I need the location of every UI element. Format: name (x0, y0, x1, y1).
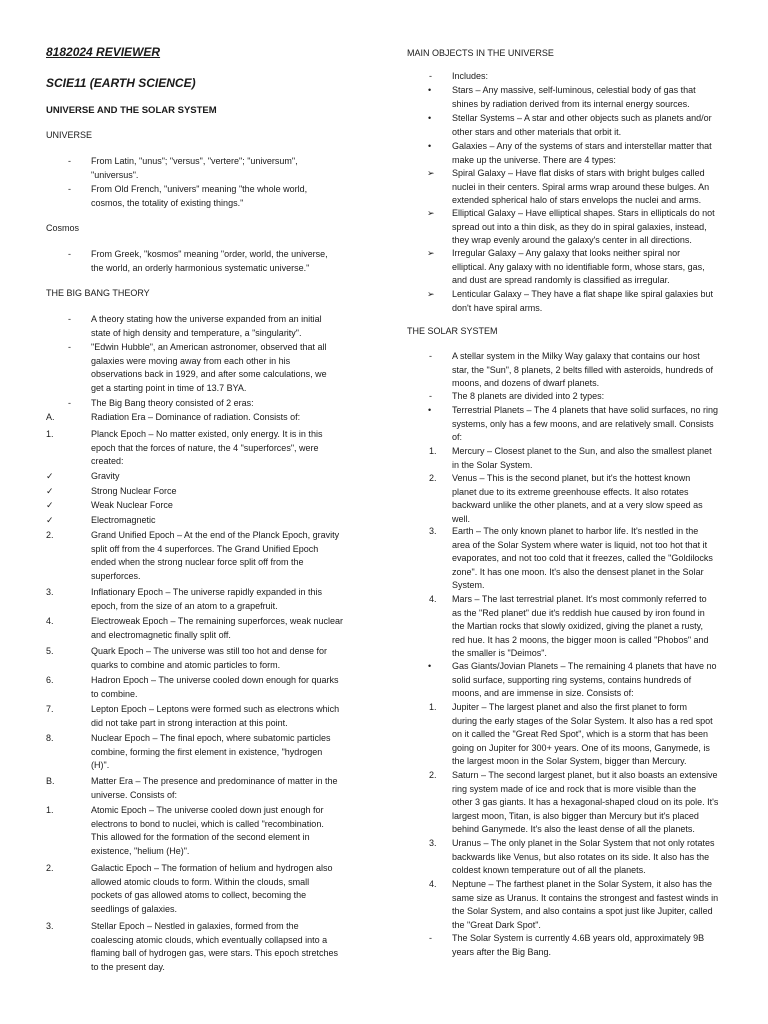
list-item: Nuclear Epoch – The final epoch, where subatomic particles combine, forming the first element in existence, "hydrogen (H)". (91, 733, 331, 770)
list-item: Inflationary Epoch – The universe rapidly expanded in this epoch, from the size of an atom to a grapefruit. (91, 587, 322, 611)
list-bullet: 1. (46, 429, 54, 439)
universe-heading: UNIVERSE (46, 130, 93, 140)
list-item: Elliptical Galaxy – Have elliptical shapes. Stars in ellipticals do not spread out into a thin disk, as they do in spiral galaxies, instead, they wrap evenly around the galaxy's center in all directions. (452, 208, 715, 245)
list-bullet: 3. (429, 838, 437, 848)
list-bullet: - (429, 71, 432, 81)
list-bullet: - (68, 314, 71, 324)
list-item: Jupiter – The largest planet and also the first planet to form during the early stages of the Solar System. It also has a red spot on it called the "Great Red Spot", which is a storm that has been going on Jupiter for 300+ years. One of its moons, Ganymede, is the largest moon in the Solar System, bigger than Mercury. (452, 702, 713, 766)
check-icon: ✓ (46, 486, 54, 496)
check-icon: ✓ (46, 515, 54, 525)
list-item: Venus – This is the second planet, but it's the hottest known planet due to its extreme greenhouse effects. It also rotates backward unlike the other planets, and at a very slow speed as well. (452, 473, 703, 524)
list-bullet: - (68, 156, 71, 166)
list-bullet: 3. (46, 587, 54, 597)
check-icon: ✓ (46, 500, 54, 510)
list-item: From Greek, "kosmos" meaning "order, world, the universe, the world, an orderly harmonious systematic universe." (91, 249, 328, 273)
list-item: Earth – The only known planet to harbor life. It's nestled in the area of the Solar System where water is liquid, not too hot that it evaporates, and not too cold that it freezes, called the "Goldilocks zone". It has one moon. It's also the densest planet in the Solar System. (452, 526, 713, 590)
list-bullet: - (429, 933, 432, 943)
list-item: Hadron Epoch – The universe cooled down enough for quarks to combine. (91, 675, 339, 699)
list-item: Gas Giants/Jovian Planets – The remaining 4 planets that have no solid surface, supporting ring systems, contains hundreds of moons, and are immense in size. Consists of: (452, 661, 717, 698)
list-bullet: 1. (46, 805, 54, 815)
list-bullet: 4. (429, 594, 437, 604)
list-item: From Old French, "univers" meaning "the whole world, cosmos, the totality of existing things." (91, 184, 308, 208)
list-item: Galactic Epoch – The formation of helium and hydrogen also allowed atomic clouds to form. Within the clouds, small pockets of gas allowed atoms to collect, becoming the seedlings of galaxies. (91, 863, 333, 914)
list-item: Terrestrial Planets – The 4 planets that have solid surfaces, no ring systems, only has a few moons, and are relatively small. Consists of: (452, 405, 718, 442)
list-item: Includes: (452, 71, 489, 81)
list-bullet: 6. (46, 675, 54, 685)
list-item: Lepton Epoch – Leptons were formed such as electrons which did not take part in strong interaction at this point. (91, 704, 340, 728)
list-item: Grand Unified Epoch – At the end of the Planck Epoch, gravity split off from the 4 superforces. The Grand Unified Epoch ended when the strong nuclear force split off from the superforces. (91, 530, 340, 581)
list-bullet: 2. (429, 473, 437, 483)
list-bullet: - (68, 184, 71, 194)
document-title: 8182024 REVIEWER (46, 45, 161, 59)
list-item: The 8 planets are divided into 2 types: (452, 391, 605, 401)
list-item: Mars – The last terrestrial planet. It's most commonly referred to as the "Red planet" due it's reddish hue caused by iron found in the Martian rocks that slowly oxidized, giving the planet a rusty, red hue. It has 2 moons, the bigger moon is called "Phobos" and the smaller is "Deimos". (452, 594, 709, 658)
subject-title: SCIE11 (EARTH SCIENCE) (46, 76, 196, 90)
list-item: Uranus – The only planet in the Solar System that not only rotates backwards like Venus, but also rotates on its side. It also has the coldest known temperature out of all the planets. (452, 838, 715, 875)
list-item: A stellar system in the Milky Way galaxy that contains our host star, the "Sun", 8 planets, 2 belts filled with asteroids, hundreds of moons, and dozens of dwarf planets. (452, 351, 714, 388)
list-bullet: - (429, 391, 432, 401)
list-item: Saturn – The second largest planet, but it also boasts an extensive ring system made of ice and rock that is more visible than the other 3 gas giants. It has a hexagonal-shaped cloud on its pole. It's largest moon, Titan, is also bigger than Mercury but it's placed behind Ganymede. It's also the least dense of all the planets. (452, 770, 719, 834)
check-icon: ✓ (46, 471, 54, 481)
list-item: Gravity (91, 471, 120, 481)
list-bullet: 2. (429, 770, 437, 780)
unit-title: UNIVERSE AND THE SOLAR SYSTEM (46, 105, 217, 116)
list-item: Stellar Epoch – Nestled in galaxies, formed from the coalescing atomic clouds, which eventually collapsed into a flaming ball of hydrogen gas, were stars. This epoch stretches to the present day. (91, 921, 338, 972)
list-bullet: • (428, 141, 432, 151)
list-bullet: 2. (46, 530, 54, 540)
arrow-bullet-icon: ➢ (427, 289, 435, 299)
list-item: The Solar System is currently 4.6B years old, approximately 9B years after the Big Bang. (452, 933, 705, 957)
list-item: Matter Era – The presence and predominance of matter in the universe. Consists of: (91, 776, 338, 800)
list-item: Galaxies – Any of the systems of stars and interstellar matter that make up the universe. There are 4 types: (452, 141, 712, 165)
list-bullet: • (428, 405, 432, 415)
list-bullet: • (428, 661, 432, 671)
list-bullet: 5. (46, 646, 54, 656)
list-bullet: 4. (46, 616, 54, 626)
list-bullet: - (429, 351, 432, 361)
list-bullet: A. (46, 412, 55, 422)
list-item: Electroweak Epoch – The remaining superforces, weak nuclear and electromagnetic finally split off. (91, 616, 343, 640)
list-bullet: • (428, 85, 432, 95)
list-bullet: 7. (46, 704, 54, 714)
list-item: Lenticular Galaxy – They have a flat shape like spiral galaxies but don't have spiral arms. (452, 289, 713, 313)
bigbang-heading: THE BIG BANG THEORY (46, 288, 150, 298)
list-item: Mercury – Closest planet to the Sun, and also the smallest planet in the Solar System. (452, 446, 712, 470)
list-item: Stars – Any massive, self-luminous, celestial body of gas that shines by radiation derived from its internal energy sources. (452, 85, 696, 109)
list-item: "Edwin Hubble", an American astronomer, observed that all galaxies were moving away from each other in his observations back in 1929, and after some calculations, we get a starting point in time of 13.7 BYA. (91, 342, 327, 393)
list-bullet: - (68, 398, 71, 408)
list-bullet: 8. (46, 733, 54, 743)
list-item: Atomic Epoch – The universe cooled down just enough for electrons to bond to nuclei, which is called "recombination. This allowed for the formation of the second element in existence, "helium (He)". (91, 805, 324, 856)
list-item: Electromagnetic (91, 515, 156, 525)
arrow-bullet-icon: ➢ (427, 208, 435, 218)
list-item: The Big Bang theory consisted of 2 eras: (91, 398, 254, 408)
list-item: From Latin, "unus"; "versus", "vertere"; "universum", "universus". (91, 156, 298, 180)
cosmos-heading: Cosmos (46, 223, 80, 233)
list-bullet: - (68, 342, 71, 352)
list-item: Strong Nuclear Force (91, 486, 177, 496)
list-item: Neptune – The farthest planet in the Solar System, it also has the same size as Uranus. It contains the strongest and fastest winds in the Solar System, and also contains a spot just like Jupiter, called the "Great Dark Spot". (452, 879, 719, 930)
list-bullet: 1. (429, 702, 437, 712)
list-item: Weak Nuclear Force (91, 500, 173, 510)
list-item: Stellar Systems – A star and other objects such as planets and/or other stars and other materials that orbit it. (452, 113, 712, 137)
list-bullet: 3. (429, 526, 437, 536)
list-bullet: 1. (429, 446, 437, 456)
list-item: Spiral Galaxy – Have flat disks of stars with bright bulges called nuclei in their centers. Spiral arms wrap around these bulges. An extended spherical halo of stars envelops the nuclei and arms. (452, 168, 710, 205)
list-bullet: 4. (429, 879, 437, 889)
list-bullet: • (428, 113, 432, 123)
list-item: Quark Epoch – The universe was still too hot and dense for quarks to combine and atomic particles to form. (91, 646, 327, 670)
list-item: Radiation Era – Dominance of radiation. Consists of: (91, 412, 301, 422)
arrow-bullet-icon: ➢ (427, 168, 435, 178)
list-item: Irregular Galaxy – Any galaxy that looks neither spiral nor elliptical. Any galaxy with no identifiable form, whose stars, gas, and dust are spread randomly is classified as irregular. (452, 248, 705, 285)
list-bullet: B. (46, 776, 55, 786)
arrow-bullet-icon: ➢ (427, 248, 435, 258)
list-bullet: 2. (46, 863, 54, 873)
list-bullet: 3. (46, 921, 54, 931)
list-bullet: - (68, 249, 71, 259)
objects-heading: MAIN OBJECTS IN THE UNIVERSE (407, 48, 554, 58)
list-item: A theory stating how the universe expanded from an initial state of high density and temperature, a "singularity". (91, 314, 322, 338)
list-item: Planck Epoch – No matter existed, only energy. It is in this epoch that the forces of nature, the 4 "superforces", were created: (91, 429, 323, 466)
solar-heading: THE SOLAR SYSTEM (407, 326, 498, 336)
